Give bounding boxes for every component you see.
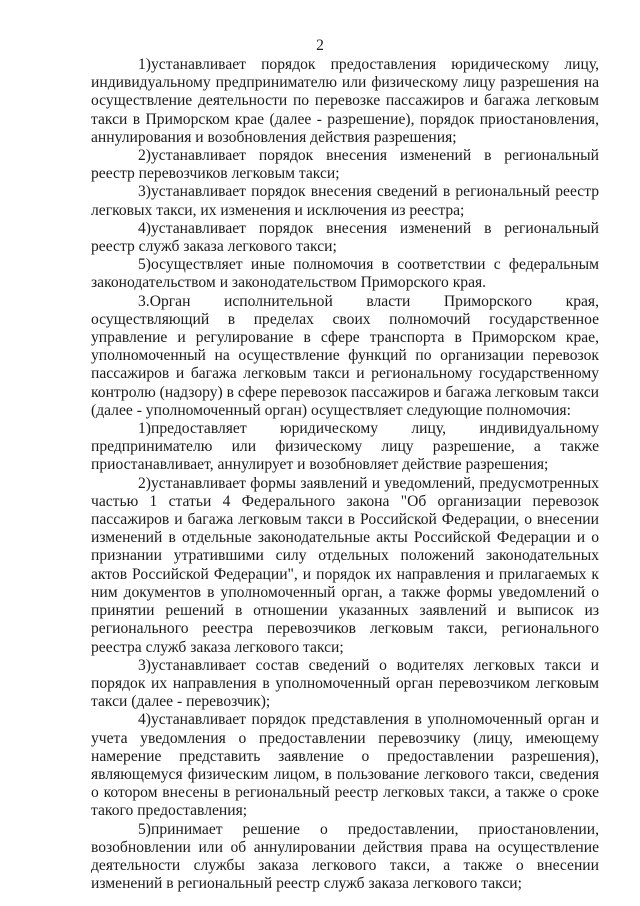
paragraph-driver-information: 3)устанавливает состав сведений о водителях легковых такси и порядок их направления в уполномоченный орган перевозчиком легковым такси (далее - перевозчик);: [91, 656, 599, 711]
paragraph-carrier-registry-changes: 2)устанавливает порядок внесения изменений в региональный реестр перевозчиков легковым такси;: [91, 147, 599, 183]
paragraph-other-powers: 5)осуществляет иные полномочия в соответствии с федеральным законодательством и законодательством Приморского края.: [91, 256, 599, 292]
paragraph-dispatch-registry-changes: 4)устанавливает порядок внесения изменений в региональный реестр служб заказа легкового такси;: [91, 219, 599, 256]
paragraph-taxi-registry-entries: 3)устанавливает порядок внесения сведений в региональный реестр легковых такси, их изменения и исключения из реестра;: [91, 183, 599, 219]
paragraph-establish-permit-procedure: 1)устанавливает порядок предоставления юридическому лицу, индивидуальному предпринимателю или физическому лицу разрешения на осуществление деятельности по перевозке пассажиров и багажа легковым такси в Приморском крае (далее - разрешение), порядок приостановления, аннулирования и возобновления действия разрешения;: [91, 56, 599, 146]
page-number: 2: [316, 37, 324, 54]
paragraph-vehicle-use-notification: 4)устанавливает порядок представления в уполномоченный орган и учета уведомления о предоставлении перевозчику (лицу, имеющему намерение представить заявление о предоставлении разрешения), являющемуся физическим лицом, в пользование легкового такси, сведения о котором внесены в региональный реестр легковых такси, а также о сроке такого предоставления;: [91, 711, 599, 820]
document-body: [91, 56, 599, 893]
paragraph-grant-permit: 1)предоставляет юридическому лицу, индивидуальному предпринимателю или физическому лицу разрешение, а также приостанавливает, аннулирует и возобновляет действие разрешения;: [91, 420, 599, 474]
paragraph-application-forms: 2)устанавливает формы заявлений и уведомлений, предусмотренных частью 1 статьи 4 Федерального закона "Об организации перевозок пассажиров и багажа легковым такси в Российской Федерации, о внесении изменений в отдельные законодательные акты Российской Федерации и о признании утратившими силу отдельных положений законодательных актов Российской Федерации", и порядок их направления и прилагаемых к ним документов в уполномоченный орган, а также формы уведомлений о принятии решений в отношении указанных заявлений и выписок из регионального реестра перевозчиков легковым такси, регионального реестра служб заказа легкового такси;: [91, 474, 599, 656]
paragraph-authorized-body: 3.Орган исполнительной власти Приморского края, осуществляющий в пределах своих полномочий государственное управление и регулирование в сфере транспорта в Приморском крае, уполномоченный на осуществление функций по организации перевозок пассажиров и багажа легковым такси и региональному государственному контролю (надзору) в сфере перевозок пассажиров и багажа легковым такси (далее - уполномоченный орган) осуществляет следующие полномочия:: [91, 292, 599, 419]
paragraph-dispatch-service-decision: 5)принимает решение о предоставлении, приостановлении, возобновлении или об аннулировании действия права на осуществление деятельности службы заказа легкового такси, а также о внесении изменений в региональный реестр служб заказа легкового такси;: [91, 820, 599, 893]
